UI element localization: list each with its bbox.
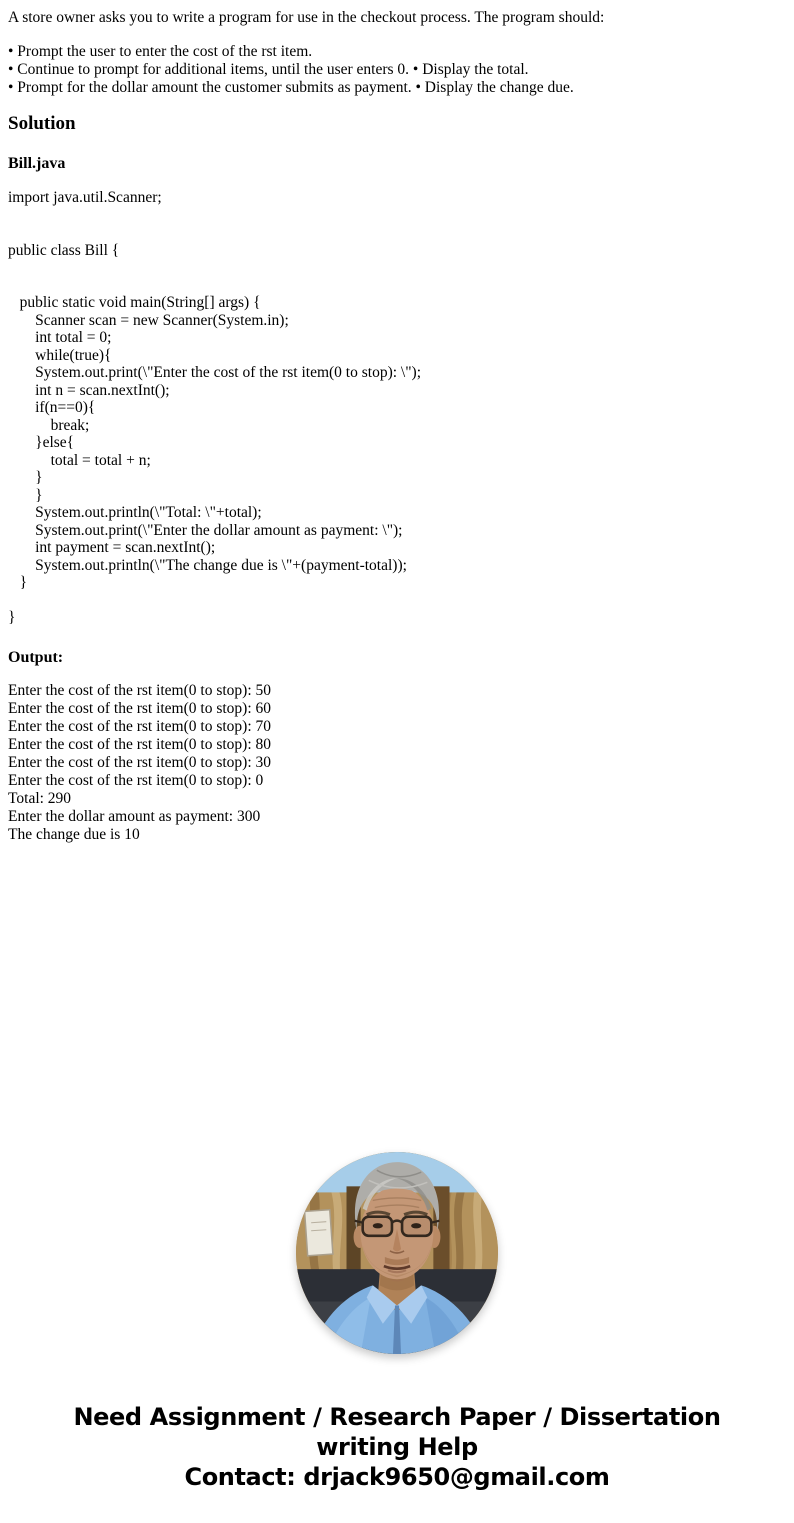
java-code-block [8,189,768,627]
code-line: if(n==0){ [8,399,96,416]
code-line: int payment = scan.nextInt(); [8,539,216,556]
code-line: System.out.println(\"The change due is \"+(payment-total)); [8,556,407,574]
contact-banner-line: writing Help [316,1433,478,1461]
code-line [8,207,768,225]
code-line: Scanner scan = new Scanner(System.in); [8,311,289,329]
contact-banner [0,1402,794,1492]
code-line: while(true){ [8,346,112,364]
output-line: Enter the cost of the rst item(0 to stop): 30 [8,754,272,771]
contact-banner-line: Contact: drjack9650@gmail.com [184,1463,610,1491]
output-line: Enter the cost of the rst item(0 to stop): 80 [8,736,272,753]
file-name-heading: Bill.java [8,155,66,172]
requirement-item: • Prompt for the dollar amount the customer submits as payment. • Display the change due. [8,79,574,96]
code-line: public class Bill { [8,241,120,259]
code-line: int total = 0; [8,329,112,346]
code-line: System.out.print(\"Enter the cost of the rst item(0 to stop): \"); [8,364,422,381]
code-line: } [8,469,43,486]
code-line [8,277,768,295]
code-line: break; [8,416,90,434]
solution-heading: Solution [8,113,76,134]
output-line: Enter the cost of the rst item(0 to stop): 70 [8,718,272,735]
program-output-block [8,682,748,844]
code-line: int n = scan.nextInt(); [8,381,170,399]
output-line: Enter the cost of the rst item(0 to stop): 50 [8,682,272,699]
output-line: Enter the dollar amount as payment: 300 [8,808,261,825]
code-line: } [8,574,28,591]
output-line: The change due is 10 [8,826,140,843]
portrait-illustration [296,1152,498,1354]
code-line [8,259,768,277]
code-line: total = total + n; [8,451,151,469]
output-line: Enter the cost of the rst item(0 to stop): 0 [8,772,264,789]
code-line: System.out.print(\"Enter the dollar amount as payment: \"); [8,521,403,539]
code-line: } [8,609,16,626]
code-line [8,592,768,610]
requirements-list [8,43,748,97]
code-line: import java.util.Scanner; [8,189,162,206]
code-line: } [8,486,43,504]
requirement-item: • Prompt the user to enter the cost of the rst item. [8,43,313,60]
code-line [8,224,768,242]
code-line: System.out.println(\"Total: \"+total); [8,504,262,521]
code-line: }else{ [8,434,75,451]
contact-banner-line: Need Assignment / Research Paper / Dissertation [73,1403,721,1431]
code-line: public static void main(String[] args) { [8,294,261,311]
output-line: Total: 290 [8,790,72,807]
requirement-item: • Continue to prompt for additional items, until the user enters 0. • Display the total. [8,61,529,78]
output-line: Enter the cost of the rst item(0 to stop): 60 [8,700,272,717]
instructor-headshot-photo [296,1152,498,1354]
output-heading: Output: [8,649,64,666]
intro-paragraph: A store owner asks you to write a program for use in the checkout process. The program should: [8,9,605,26]
